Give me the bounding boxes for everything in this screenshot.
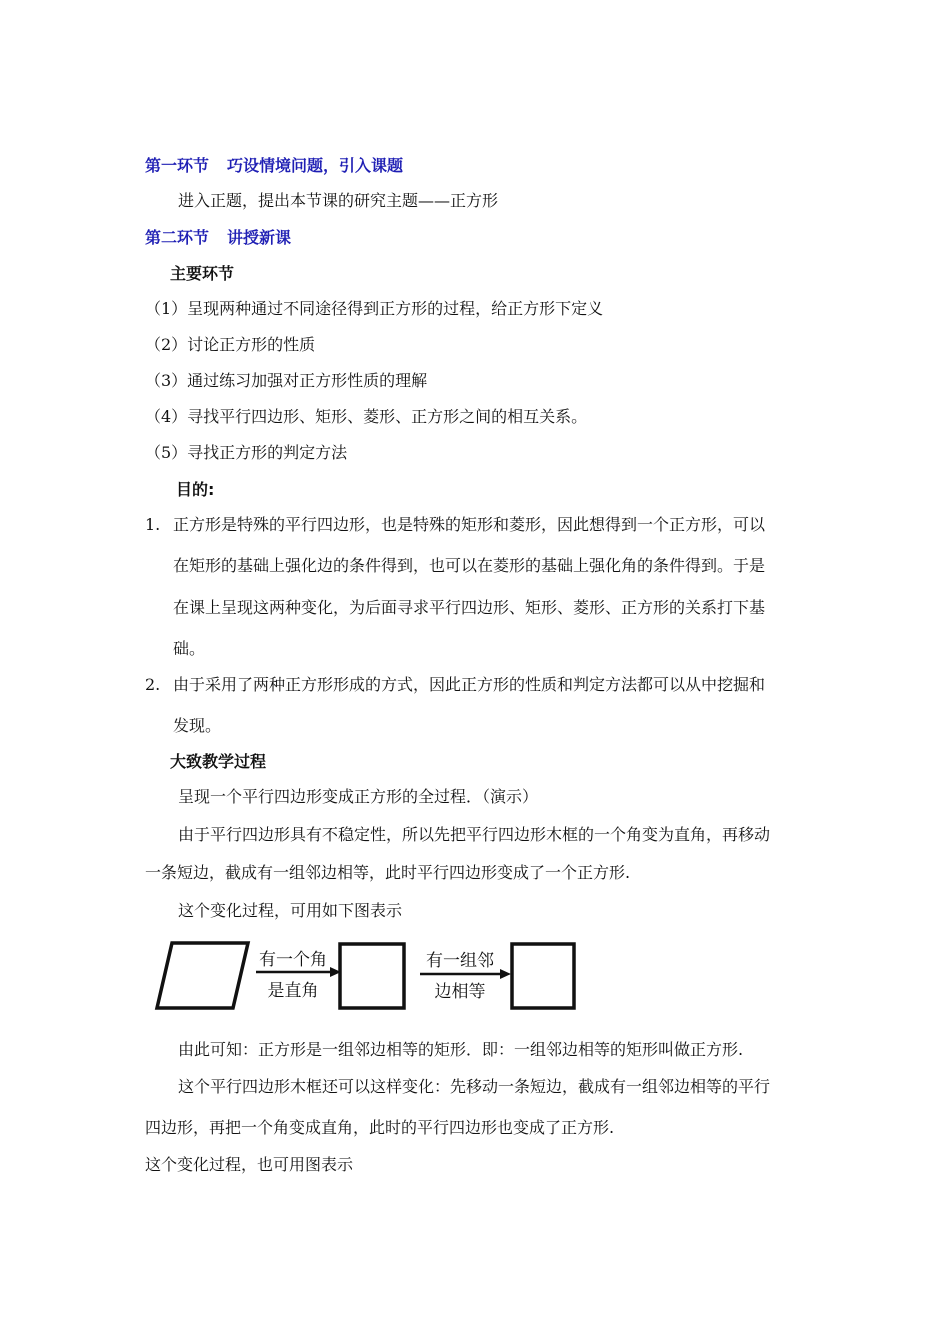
main-step-4: （4）寻找平行四边形、矩形、菱形、正方形之间的相互关系。: [145, 407, 588, 426]
main-step-1: （1）呈现两种通过不同途径得到正方形的过程，给正方形下定义: [145, 299, 604, 318]
section1-title: 巧设情境问题，引入课题: [227, 156, 404, 175]
transformation-diagram: [0, 935, 950, 1025]
purpose-2-number: 2.: [145, 675, 161, 694]
process-paragraph-4: 由此可知：正方形是一组邻边相等的矩形．即：一组邻边相等的矩形叫做正方形.: [178, 1040, 744, 1059]
section2-heading: [145, 227, 291, 249]
process-paragraph-5-line-2: 四边形，再把一个角变成直角，此时的平行四边形也变成了正方形.: [145, 1118, 615, 1137]
main-step-2: （2）讨论正方形的性质: [145, 335, 316, 354]
section2-label: 第二环节: [145, 228, 210, 247]
process-title: 大致教学过程: [170, 752, 267, 771]
purpose-1-line-4: 础。: [173, 639, 206, 658]
main-step-5: （5）寻找正方形的判定方法: [145, 443, 348, 462]
main-steps-title: 主要环节: [170, 264, 235, 283]
section1-text: 进入正题，提出本节课的研究主题——正方形: [178, 191, 499, 210]
arrow-1-label-line-2: 是直角: [267, 981, 319, 1001]
square-shape: [512, 944, 574, 1008]
section2-title: 讲授新课: [227, 228, 292, 247]
arrow-2-head: [500, 969, 511, 979]
rectangle-shape: [340, 944, 404, 1008]
purpose-2-line-2: 发现。: [173, 716, 222, 735]
purpose-1-line-1: 正方形是特殊的平行四边形，也是特殊的矩形和菱形，因此想得到一个正方形，可以: [173, 515, 766, 534]
section1-heading: [145, 155, 403, 177]
purpose-title: 目的:: [176, 480, 215, 499]
process-paragraph-2-line-2: 一条短边，截成有一组邻边相等，此时平行四边形变成了一个正方形.: [145, 863, 631, 882]
arrow-2-label-line-2: 边相等: [434, 982, 486, 1002]
purpose-1-number: 1.: [145, 515, 161, 534]
process-paragraph-6: 这个变化过程，也可用图表示: [145, 1155, 354, 1174]
process-paragraph-5-line-1: 这个平行四边形木框还可以这样变化：先移动一条短边，截成有一组邻边相等的平行: [178, 1077, 771, 1096]
purpose-1-line-2: 在矩形的基础上强化边的条件得到，也可以在菱形的基础上强化角的条件得到。于是: [173, 556, 766, 575]
purpose-2-line-1: 由于采用了两种正方形形成的方式，因此正方形的性质和判定方法都可以从中挖掘和: [173, 675, 766, 694]
arrow-2-label-line-1: 有一组邻: [426, 951, 494, 971]
process-paragraph-1: 呈现一个平行四边形变成正方形的全过程．（演示）: [178, 787, 539, 806]
purpose-1-line-3: 在课上呈现这两种变化，为后面寻求平行四边形、矩形、菱形、正方形的关系打下基: [173, 598, 766, 617]
process-paragraph-3: 这个变化过程，可用如下图表示: [178, 901, 403, 920]
arrow-1-label-line-1: 有一个角: [259, 950, 327, 970]
process-paragraph-2-line-1: 由于平行四边形具有不稳定性，所以先把平行四边形木框的一个角变为直角，再移动: [178, 825, 771, 844]
parallelogram-shape: [157, 943, 248, 1008]
main-step-3: （3）通过练习加强对正方形性质的理解: [145, 371, 428, 390]
section1-label: 第一环节: [145, 156, 210, 175]
